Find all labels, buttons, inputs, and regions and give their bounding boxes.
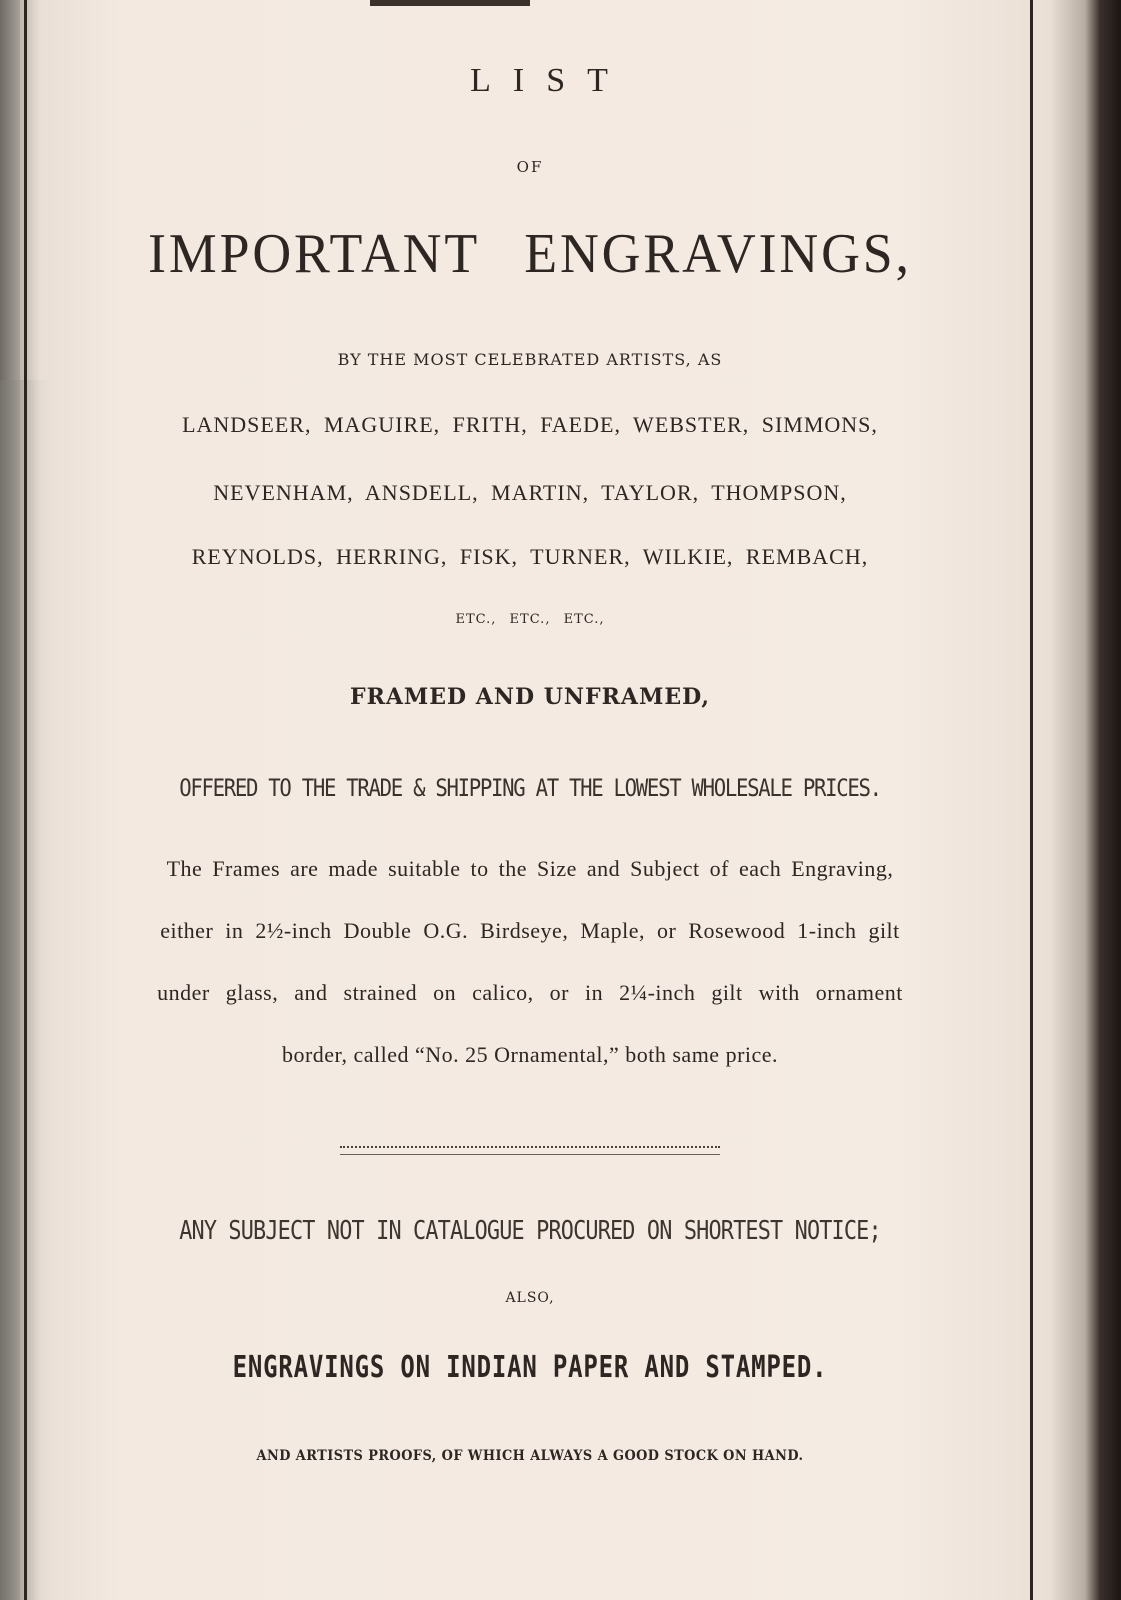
- indian-paper-heading: ENGRAVINGS ON INDIAN PAPER AND STAMPED.: [232, 1350, 828, 1385]
- description-line: border, called “No. 25 Ornamental,” both same price.: [281, 1042, 779, 1067]
- description-line: either in 2½-inch Double O.G. Birdseye, Maple, or Rosewood 1-inch gilt: [160, 918, 900, 943]
- etc-line: ETC., ETC., ETC.,: [455, 612, 605, 627]
- any-subject-line: ANY SUBJECT NOT IN CATALOGUE PROCURED ON SHORTEST NOTICE;: [179, 1216, 881, 1246]
- title-list: LIST: [470, 62, 630, 99]
- artists-line: LANDSEER, MAGUIRE, FRITH, FAEDE, WEBSTER, SIMMONS,: [182, 412, 878, 437]
- page-title: IMPORTANT ENGRAVINGS,: [148, 223, 912, 285]
- artists-line: REYNOLDS, HERRING, FISK, TURNER, WILKIE, REMBACH,: [191, 544, 869, 569]
- left-border-rule: [24, 0, 27, 1600]
- description-line: under glass, and strained on calico, or in 2¼-inch gilt with ornament: [157, 980, 903, 1005]
- description-line: The Frames are made suitable to the Size and Subject of each Engraving,: [166, 856, 894, 881]
- ornamental-divider: [340, 1146, 720, 1155]
- subtitle: BY THE MOST CELEBRATED ARTISTS, AS: [337, 350, 723, 369]
- page-content: [40, 0, 1020, 1600]
- artists-line: NEVENHAM, ANSDELL, MARTIN, TAYLOR, THOMPSON,: [213, 480, 847, 505]
- offered-line: OFFERED TO THE TRADE & SHIPPING AT THE LOWEST WHOLESALE PRICES.: [179, 774, 881, 802]
- title-of: OF: [516, 158, 544, 176]
- proofs-line: AND ARTISTS PROOFS, OF WHICH ALWAYS A GOOD STOCK ON HAND.: [256, 1448, 804, 1464]
- framed-heading: FRAMED AND UNFRAMED,: [349, 684, 711, 710]
- right-border-rule: [1030, 0, 1033, 1600]
- also-line: ALSO,: [505, 1290, 555, 1306]
